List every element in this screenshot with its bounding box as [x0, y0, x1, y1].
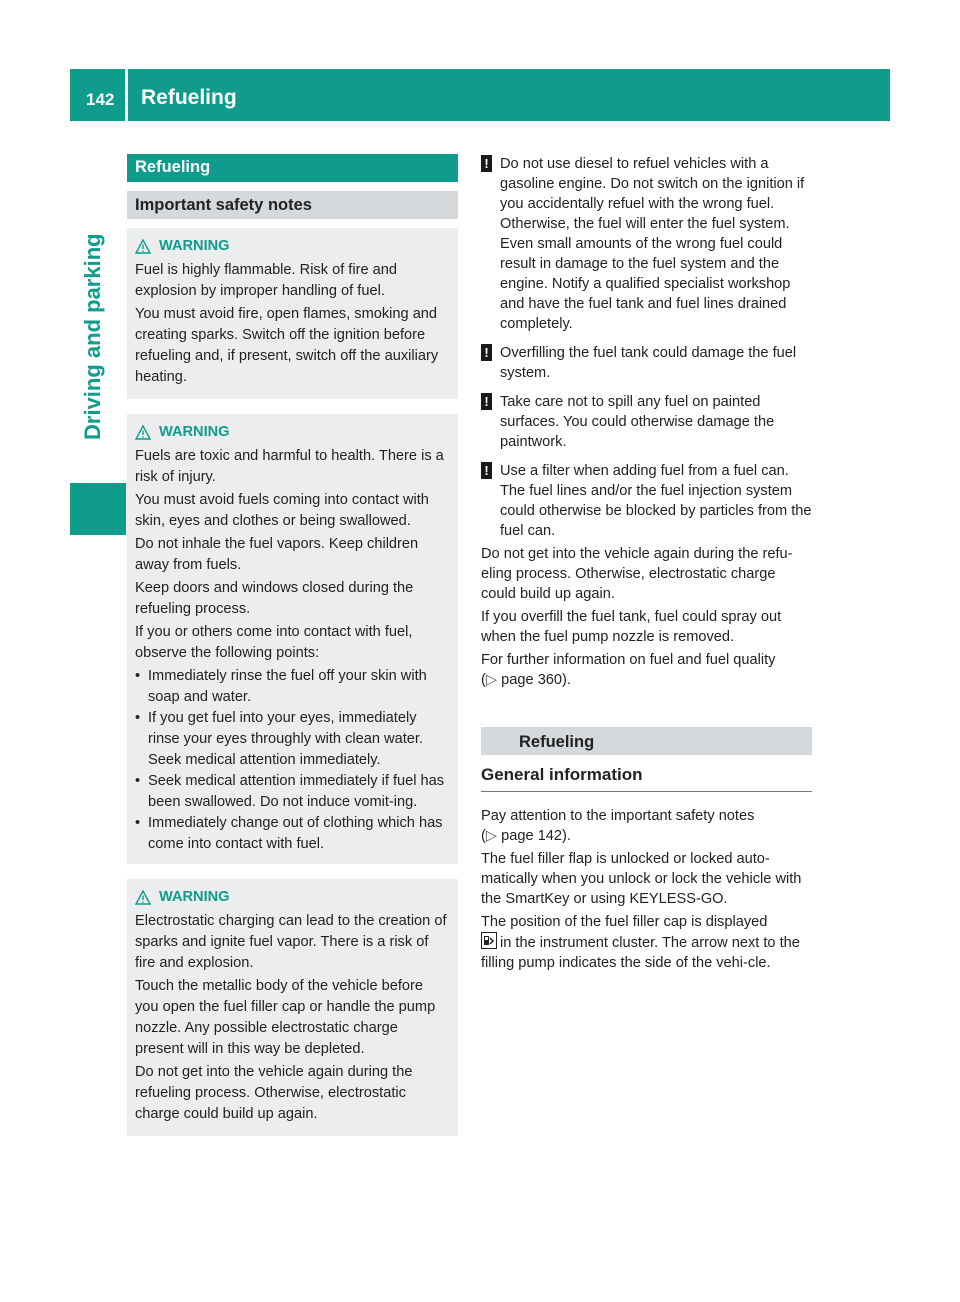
warning-text: Electrostatic charging can lead to the creation of sparks and ignite fuel vapor. There is a risk of fire and explosion.	[135, 913, 447, 971]
body-text: If you overfill the fuel tank, fuel could spray out when the fuel pump nozzle is removed.	[481, 609, 782, 645]
bullet-text: Immediately change out of clothing which has come into contact with fuel.	[148, 815, 443, 852]
note-text: Do not use diesel to refuel vehicles with a gasoline engine. Do not switch on the ignition if you accidentally refuel with the wrong fuel. Otherwise, the fuel will enter the fuel system. Even small amounts of the wrong fuel could result in damage to the fuel system and the engine. Notify a qualified specialist workshop and have the fuel tank and fuel lines drained completely.	[500, 156, 805, 332]
bullet-text: Immediately rinse the fuel off your skin with soap and water.	[148, 668, 427, 705]
warning-triangle-icon	[135, 425, 151, 440]
page-reference[interactable]	[481, 826, 812, 846]
warning-text: Keep doors and windows closed during the refueling process.	[135, 580, 414, 617]
warning-heading	[135, 887, 450, 908]
caution-note	[481, 392, 812, 452]
right-column	[481, 154, 812, 976]
warning-text: You must avoid fuels coming into contact with skin, eyes and clothes or being swallowed.	[135, 492, 429, 529]
warning-text: Touch the metallic body of the vehicle before you open the fuel filler cap or handle the pump nozzle. Any possible electrostatic charge present will in this way be depleted.	[135, 978, 436, 1057]
body-text: Do not get into the vehicle again during the refu-eling process. Otherwise, electrostatic charge could build up again.	[481, 546, 793, 602]
header-divider	[125, 69, 128, 121]
section-title-refueling: Refueling	[127, 154, 458, 182]
warning-text: Fuels are toxic and harmful to health. There is a risk of injury.	[135, 448, 444, 485]
bullet-icon: •	[135, 773, 141, 789]
warning-text: Fuel is highly flammable. Risk of fire and explosion by improper handling of fuel.	[135, 262, 397, 299]
warning-triangle-icon	[135, 890, 151, 905]
warning-label: WARNING	[159, 424, 230, 440]
warning-label: WARNING	[159, 238, 230, 254]
warning-text: Do not get into the vehicle again during the refueling process. Otherwise, electrostatic charge could build up again.	[135, 1064, 413, 1122]
bullet-icon: •	[135, 710, 141, 726]
caution-note	[481, 343, 812, 383]
left-column	[127, 154, 458, 1136]
page-title: Refueling	[141, 86, 237, 109]
reference-text: page 142).	[501, 828, 571, 844]
body-text	[481, 650, 812, 670]
warning-box	[127, 414, 458, 864]
ref-paren: (	[481, 672, 486, 688]
list-item	[135, 771, 450, 813]
note-text: Overfilling the fuel tank could damage the fuel system.	[500, 345, 797, 381]
page-number: 142	[86, 90, 115, 109]
page-reference[interactable]	[481, 670, 812, 690]
body-text: The position of the fuel filler cap is displayed	[481, 914, 768, 930]
body-text-part: in the instrument cluster. The arrow next to the filling pump indicates the side of the vehi-cle.	[481, 935, 800, 971]
warning-heading	[135, 422, 450, 443]
note-text: Take care not to spill any fuel on painted surfaces. You could otherwise damage the paintwork.	[500, 394, 775, 450]
section-title-refueling-2: Refueling	[481, 727, 812, 755]
list-item	[135, 708, 450, 771]
exclamation-icon: !	[481, 393, 492, 410]
warning-text: Do not inhale the fuel vapors. Keep children away from fuels.	[135, 536, 419, 573]
ref-paren: (	[481, 828, 486, 844]
caution-note	[481, 461, 812, 541]
sidebar-label: Driving and parking	[80, 233, 105, 440]
reference-arrow-icon: ▷	[485, 828, 498, 844]
warning-label: WARNING	[159, 889, 230, 905]
bullet-text: If you get fuel into your eyes, immediately rinse your eyes throughly with clean water. Seek medical attention immediately.	[148, 710, 423, 768]
fuel-pump-icon	[481, 932, 497, 949]
caution-note	[481, 154, 812, 334]
reference-text: page 360).	[501, 672, 571, 688]
body-text	[481, 932, 812, 973]
body-text-part: For further information on fuel and fuel quality	[481, 652, 776, 668]
list-item	[135, 666, 450, 708]
warning-text: If you or others come into contact with fuel, observe the following points:	[135, 624, 413, 661]
warning-triangle-icon	[135, 239, 151, 254]
bullet-icon: •	[135, 668, 141, 684]
sidebar-marker	[70, 483, 126, 535]
body-text: The fuel filler flap is unlocked or locked auto-matically when you unlock or lock the vehicle with the SmartKey or using KEYLESS-GO.	[481, 851, 802, 907]
reference-arrow-icon: ▷	[485, 672, 498, 688]
bullet-text: Seek medical attention immediately if fuel has been swallowed. Do not induce vomit-ing.	[148, 773, 445, 810]
warning-box	[127, 879, 458, 1136]
exclamation-icon: !	[481, 462, 492, 479]
general-information-heading: General information	[481, 759, 812, 792]
body-text: Pay attention to the important safety notes	[481, 808, 755, 824]
bullet-icon: •	[135, 815, 141, 831]
warning-text: You must avoid fire, open flames, smoking and creating sparks. Switch off the ignition before refueling and, if present, switch off the auxiliary heating.	[135, 306, 439, 385]
warning-box	[127, 228, 458, 399]
subsection-title-safety: Important safety notes	[127, 191, 458, 219]
list-item	[135, 813, 450, 855]
warning-heading	[135, 236, 450, 257]
exclamation-icon: !	[481, 344, 492, 361]
note-text: Use a filter when adding fuel from a fuel can. The fuel lines and/or the fuel injection system could otherwise be blocked by particles from the fuel can.	[500, 463, 812, 539]
exclamation-icon: !	[481, 155, 492, 172]
